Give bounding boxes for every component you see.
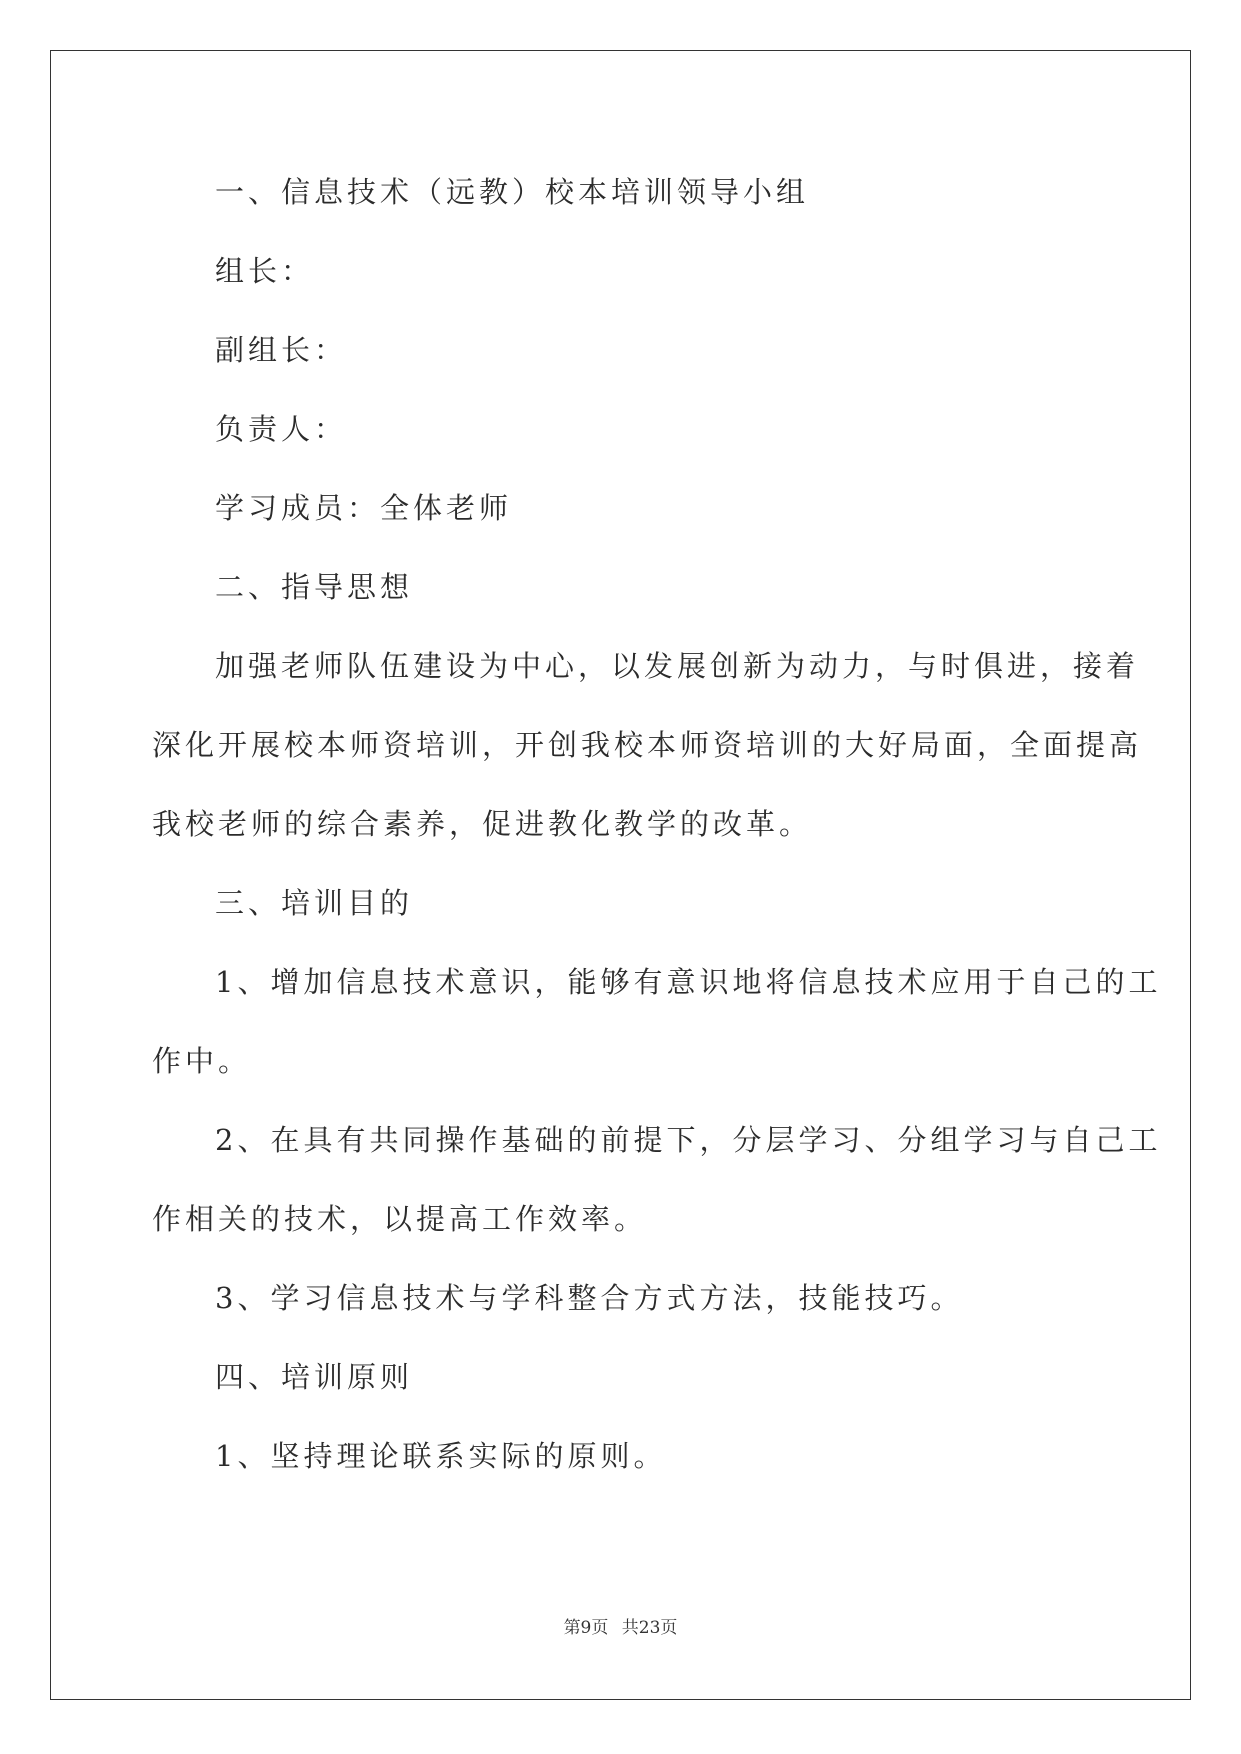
section-heading-2: 二、指导思想 — [215, 570, 414, 604]
list-item-line: 2、在具有共同操作基础的前提下，分层学习、分组学习与自己工 — [215, 1123, 1162, 1157]
group-leader-line: 组长： — [215, 254, 315, 288]
deputy-leader-line: 副组长： — [215, 333, 348, 367]
page-number: 第9页 — [563, 1618, 609, 1638]
list-item-line: 1、坚持理论联系实际的原则。 — [215, 1439, 667, 1473]
section-heading-3: 三、培训目的 — [215, 886, 414, 920]
list-item-line: 3、学习信息技术与学科整合方式方法，技能技巧。 — [215, 1281, 964, 1315]
list-item-line: 作相关的技术，以提高工作效率。 — [152, 1202, 648, 1236]
person-in-charge-line: 负责人： — [215, 412, 348, 446]
members-line: 学习成员：全体老师 — [215, 491, 513, 525]
page-footer — [0, 1613, 1241, 1638]
section-heading-4: 四、培训原则 — [215, 1360, 414, 1394]
paragraph-line: 我校老师的综合素养，促进教化教学的改革。 — [152, 807, 813, 841]
list-item-line: 作中。 — [152, 1044, 252, 1078]
paragraph-line: 加强老师队伍建设为中心，以发展创新为动力，与时俱进，接着 — [215, 649, 1140, 683]
list-item-line: 1、增加信息技术意识，能够有意识地将信息技术应用于自己的工 — [215, 965, 1162, 999]
paragraph-line: 深化开展校本师资培训，开创我校本师资培训的大好局面，全面提高 — [152, 728, 1143, 762]
page-total: 共23页 — [621, 1618, 678, 1638]
section-heading-1: 一、信息技术（远教）校本培训领导小组 — [215, 175, 810, 209]
